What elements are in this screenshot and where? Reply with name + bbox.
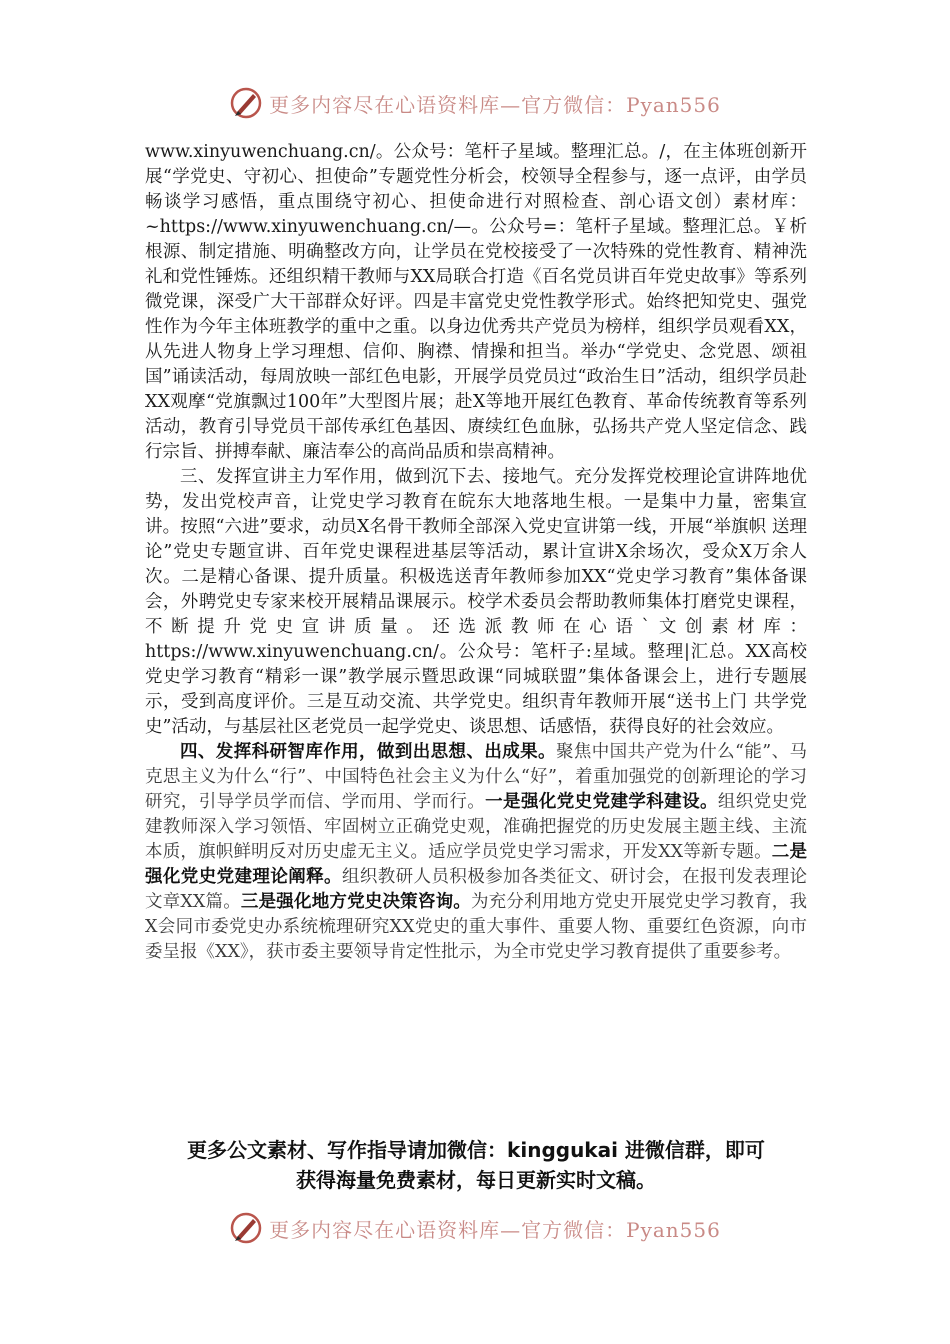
point-2-text: 组织教研人员积极参加各类征文、研讨会，在报刊发表理论文章XX篇。 bbox=[145, 867, 808, 912]
point-1-heading: 一是强化党史党建学科建设。 bbox=[485, 792, 718, 812]
point-3-text: 为充分利用地方党史开展党史学习教育，我X会同市委党史办系统梳理研究XX党史的重大事件、重要人物、重要红色资源，向市委呈报《XX》，获市委主要领导肯定性批示，为全市党史学习教育提供了重要参考。 bbox=[145, 892, 808, 962]
point-3-heading: 三是强化地方党史决策咨询。 bbox=[240, 892, 471, 912]
promo-line-1: 更多公文素材、写作指导请加微信：kinggukai 进微信群，即可 bbox=[187, 1138, 765, 1162]
banner-inner-bottom bbox=[229, 1211, 721, 1245]
promo-line-2: 获得海量免费素材，每日更新实时文稿。 bbox=[296, 1168, 656, 1192]
pen-logo-icon bbox=[229, 86, 263, 120]
paragraph-1: www.xinyuwenchuang.cn/。公众号：笔杆子星域。整理汇总。/，在主体班创新开展“学党史、守初心、担使命”专题党性分析会，校领导全程参与，逐一点评，由学员畅谈学习感悟，重点围绕守初心、担使命进行对照检查、剖心语文创）素材库：~https://www.xinyuwenchuang.cn/—。公众号=：笔杆子星域。整理汇总。￥析根源、制定措施、明确整改方向，让学员在党校接受了一次特殊的党性教育、精神洗礼和党性锤炼。还组织精干教师与XX局联合打造《百名党员讲百年党史故事》等系列微党课，深受广大干部群众好评。四是丰富党史党性教学形式。始终把知党史、强党性作为今年主体班教学的重中之重。以身边优秀共产党员为榜样，组织学员观看XX，从先进人物身上学习理想、信仰、胸襟、情操和担当。举办“学党史、念党恩、颂祖国”诵读活动，每周放映一部红色电影，开展学员党员过“政治生日”活动，组织学员赴XX观摩“党旗飘过100年”大型图片展；赴X等地开展红色教育、革命传统教育等系列活动，教育引导党员干部传承红色基因、赓续红色血脉，弘扬共产党人坚定信念、践行宗旨、拼搏奉献、廉洁奉公的高尚品质和崇高精神。 bbox=[145, 142, 807, 462]
point-2-heading: 二是强化党史党建理论阐释。 bbox=[145, 842, 807, 887]
document-body bbox=[145, 140, 807, 965]
banner-text: 更多内容尽在心语资料库—官方微信：Pyan556 bbox=[269, 92, 721, 117]
promo-cta bbox=[145, 1135, 807, 1195]
point-1-text: 组织党史党建教师深入学习领悟、牢固树立正确党史观，准确把握党的历史发展主题主线、主流本质，旗帜鲜明反对历史虚无主义。适应学员党史学习需求，开发XX等新专题。 bbox=[145, 792, 808, 862]
section-4-intro: 聚焦中国共产党为什么“能”、马克思主义为什么“行”、中国特色社会主义为什么“好”，着重加强党的创新理论的学习研究，引导学员学而信、学而用、学而行。 bbox=[145, 742, 807, 812]
paragraph-3 bbox=[145, 740, 807, 965]
section-4-heading: 四、发挥科研智库作用，做到出思想、出成果。 bbox=[180, 742, 556, 762]
paragraph-2: 三、发挥宣讲主力军作用，做到沉下去、接地气。充分发挥党校理论宣讲阵地优势，发出党校声音，让党史学习教育在皖东大地落地生根。一是集中力量，密集宣讲。按照“六进”要求，动员X名骨干教师全部深入党史宣讲第一线，开展“举旗帜 送理论”党史专题宣讲、百年党史课程进基层等活动，累计宣讲X余场次，受众X万余人次。二是精心备课、提升质量。积极选送青年教师参加XX“党史学习教育”集体备课会，外聘党史专家来校开展精品课展示。校学术委员会帮助教师集体打磨党史课程，不断提升党史宣讲质量。还选派教师在心语`文创素材库：https://www.xinyuwenchuang.cn/。公众号：笔杆子:星域。整理|汇总。XX高校党史学习教育“精彩一课”教学展示暨思政课“同城联盟”集体备课会上，进行专题展示，受到高度评价。三是互动交流、共学党史。组织青年教师开展“送书上门 共学党史”活动，与基层社区老党员一起学党史、谈思想、话感悟，获得良好的社会效应。 bbox=[145, 467, 807, 737]
pen-logo-icon bbox=[229, 1211, 263, 1245]
banner-text-bottom: 更多内容尽在心语资料库—官方微信：Pyan556 bbox=[269, 1217, 721, 1242]
banner-inner bbox=[229, 86, 721, 120]
bottom-banner bbox=[0, 1208, 950, 1248]
top-banner bbox=[0, 83, 950, 123]
